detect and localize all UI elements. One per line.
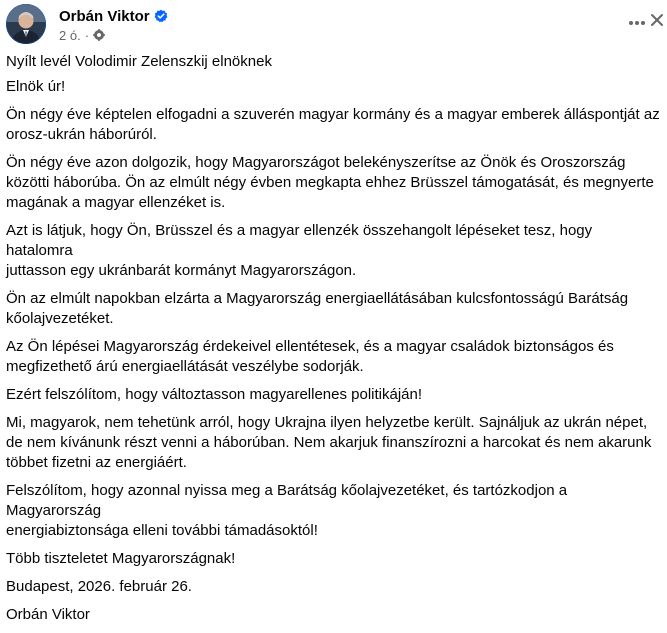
paragraph: Felszólítom, hogy azonnal nyissa meg a Barátság kőolajvezetéket, és tartózkodjon a Magyarország energiabiztonsága elleni további támadásoktól! xyxy=(6,482,568,539)
paragraph: Az Ön lépései Magyarország érdekeivel ellentétesek, és a magyar családok biztonságos és megfizethető árú energiaellátását veszélybe sodorják. xyxy=(6,338,614,375)
signature: Orbán Viktor xyxy=(6,606,90,623)
paragraph: Ön négy éve azon dolgozik, hogy Magyarországot belekényszerítse az Önök és Oroszország közötti háborúba. Ön az elmúlt négy évben megkapta ehhez Brüsszel támogatását, és megnyerte magának a magyar ellenzéket is. xyxy=(6,154,654,211)
paragraph: Ön az elmúlt napokban elzárta a Magyarország energiaellátásában kulcsfontosságú Barátság kőolajvezetéket. xyxy=(6,290,629,327)
meta-separator: · xyxy=(84,27,90,43)
close-post-button[interactable] xyxy=(645,10,667,34)
close-icon xyxy=(650,13,664,32)
post-meta xyxy=(59,27,105,43)
paragraph: Azt is látjuk, hogy Ön, Brüsszel és a magyar ellenzék összehangolt lépéseket tesz, hogy hatalomra juttasson egy ukránbarát kormányt Magyarországon. xyxy=(6,222,593,279)
place-date: Budapest, 2026. február 26. xyxy=(6,578,192,595)
post-timestamp[interactable]: 2 ó. xyxy=(59,27,81,43)
avatar[interactable] xyxy=(6,4,46,44)
post-header xyxy=(6,4,661,44)
post-message xyxy=(6,52,661,633)
verified-badge-icon xyxy=(154,9,168,23)
author-row xyxy=(59,6,168,26)
paragraph: Ön négy éve képtelen elfogadni a szuverén magyar kormány és a magyar emberek álláspontját az orosz-ukrán háborúról. xyxy=(6,106,660,143)
letter-title: Nyílt levél Volodimir Zelenszkij elnöknek xyxy=(6,53,272,70)
public-globe-icon[interactable] xyxy=(93,29,105,41)
salutation: Elnök úr! xyxy=(6,78,66,95)
more-dots-icon xyxy=(628,13,646,31)
closing-line: Több tiszteletet Magyarországnak! xyxy=(6,550,236,567)
paragraph: Mi, magyarok, nem tehetünk arról, hogy Ukrajna ilyen helyzetbe került. Sajnáljuk az ukrán népet, de nem kívánunk részt venni a háborúban. Nem akarjuk finanszírozni a harcokat és nem akarunk többet fizetni az energiáért. xyxy=(6,414,652,471)
author-name[interactable]: Orbán Viktor xyxy=(59,7,150,25)
paragraph: Ezért felszólítom, hogy változtasson magyarellenes politikáján! xyxy=(6,386,423,403)
